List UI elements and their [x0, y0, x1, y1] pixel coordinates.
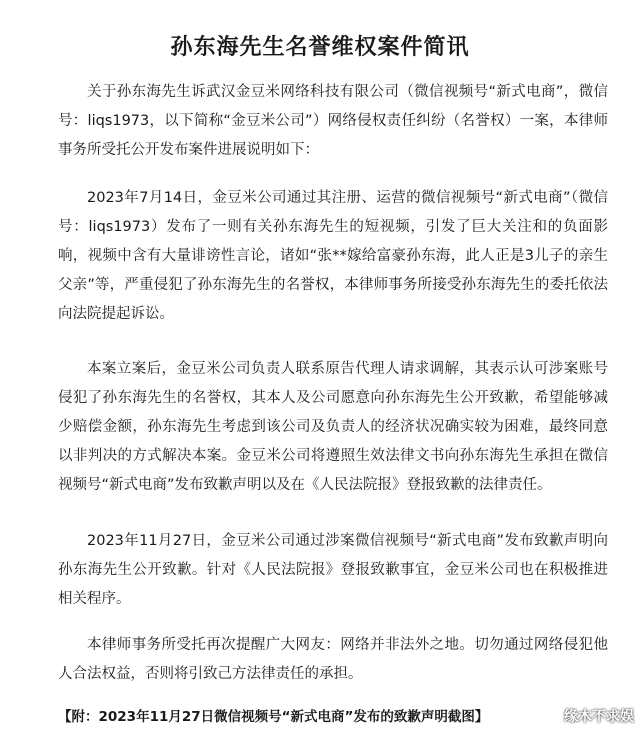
watermark: 缘木不求娱 [564, 709, 634, 725]
paragraph-incident: 2023年7月14日，金豆米公司通过其注册、运营的微信视频号“新式电商”（微信号：liqs1973）发布了一则有关孙东海先生的短视频，引发了巨大关注和的负面影响，视频中含有大量诽谤性言论，诸如“张**嫁给富豪孙东海，此人正是3儿子的亲生父亲”等，严重侵犯了孙东海先生的名誉权，本律师事务所接受孙东海先生的委托依法向法院提起诉讼。 [58, 190, 608, 322]
attachment-note: 【附：2023年11月27日微信视频号“新式电商”发布的致歉声明截图】 [58, 709, 489, 725]
paragraph-mediation: 本案立案后，金豆米公司负责人联系原告代理人请求调解，其表示认可涉案账号侵犯了孙东海先生的名誉权，其本人及公司愿意向孙东海先生公开致歉，希望能够减少赔偿金额，孙东海先生考虑到该公司及负责人的经济状况确实较为困难，最终同意以非判决的方式解决本案。金豆米公司将遵照生效法律文书向孙东海先生承担在微信视频号“新式电商”发布致歉声明以及在《人民法院报》登报致歉的法律责任。 [58, 361, 608, 493]
paragraph-intro: 关于孙东海先生诉武汉金豆米网络科技有限公司（微信视频号“新式电商”，微信号：liqs1973，以下简称“金豆米公司”）网络侵权责任纠纷（名誉权）一案，本律师事务所受托公开发布案件进展说明如下： [58, 84, 608, 158]
paragraph-apology: 2023年11月27日，金豆米公司通过涉案微信视频号“新式电商”发布致歉声明向孙东海先生公开致歉。针对《人民法院报》登报致歉事宜，金豆米公司也在积极推进相关程序。 [58, 533, 608, 607]
document-title: 孙东海先生名誉维权案件简讯 [170, 35, 470, 60]
paragraph-reminder: 本律师事务所受托再次提醒广大网友：网络并非法外之地。切勿通过网络侵犯他人合法权益，否则将引致己方法律责任的承担。 [58, 637, 608, 682]
